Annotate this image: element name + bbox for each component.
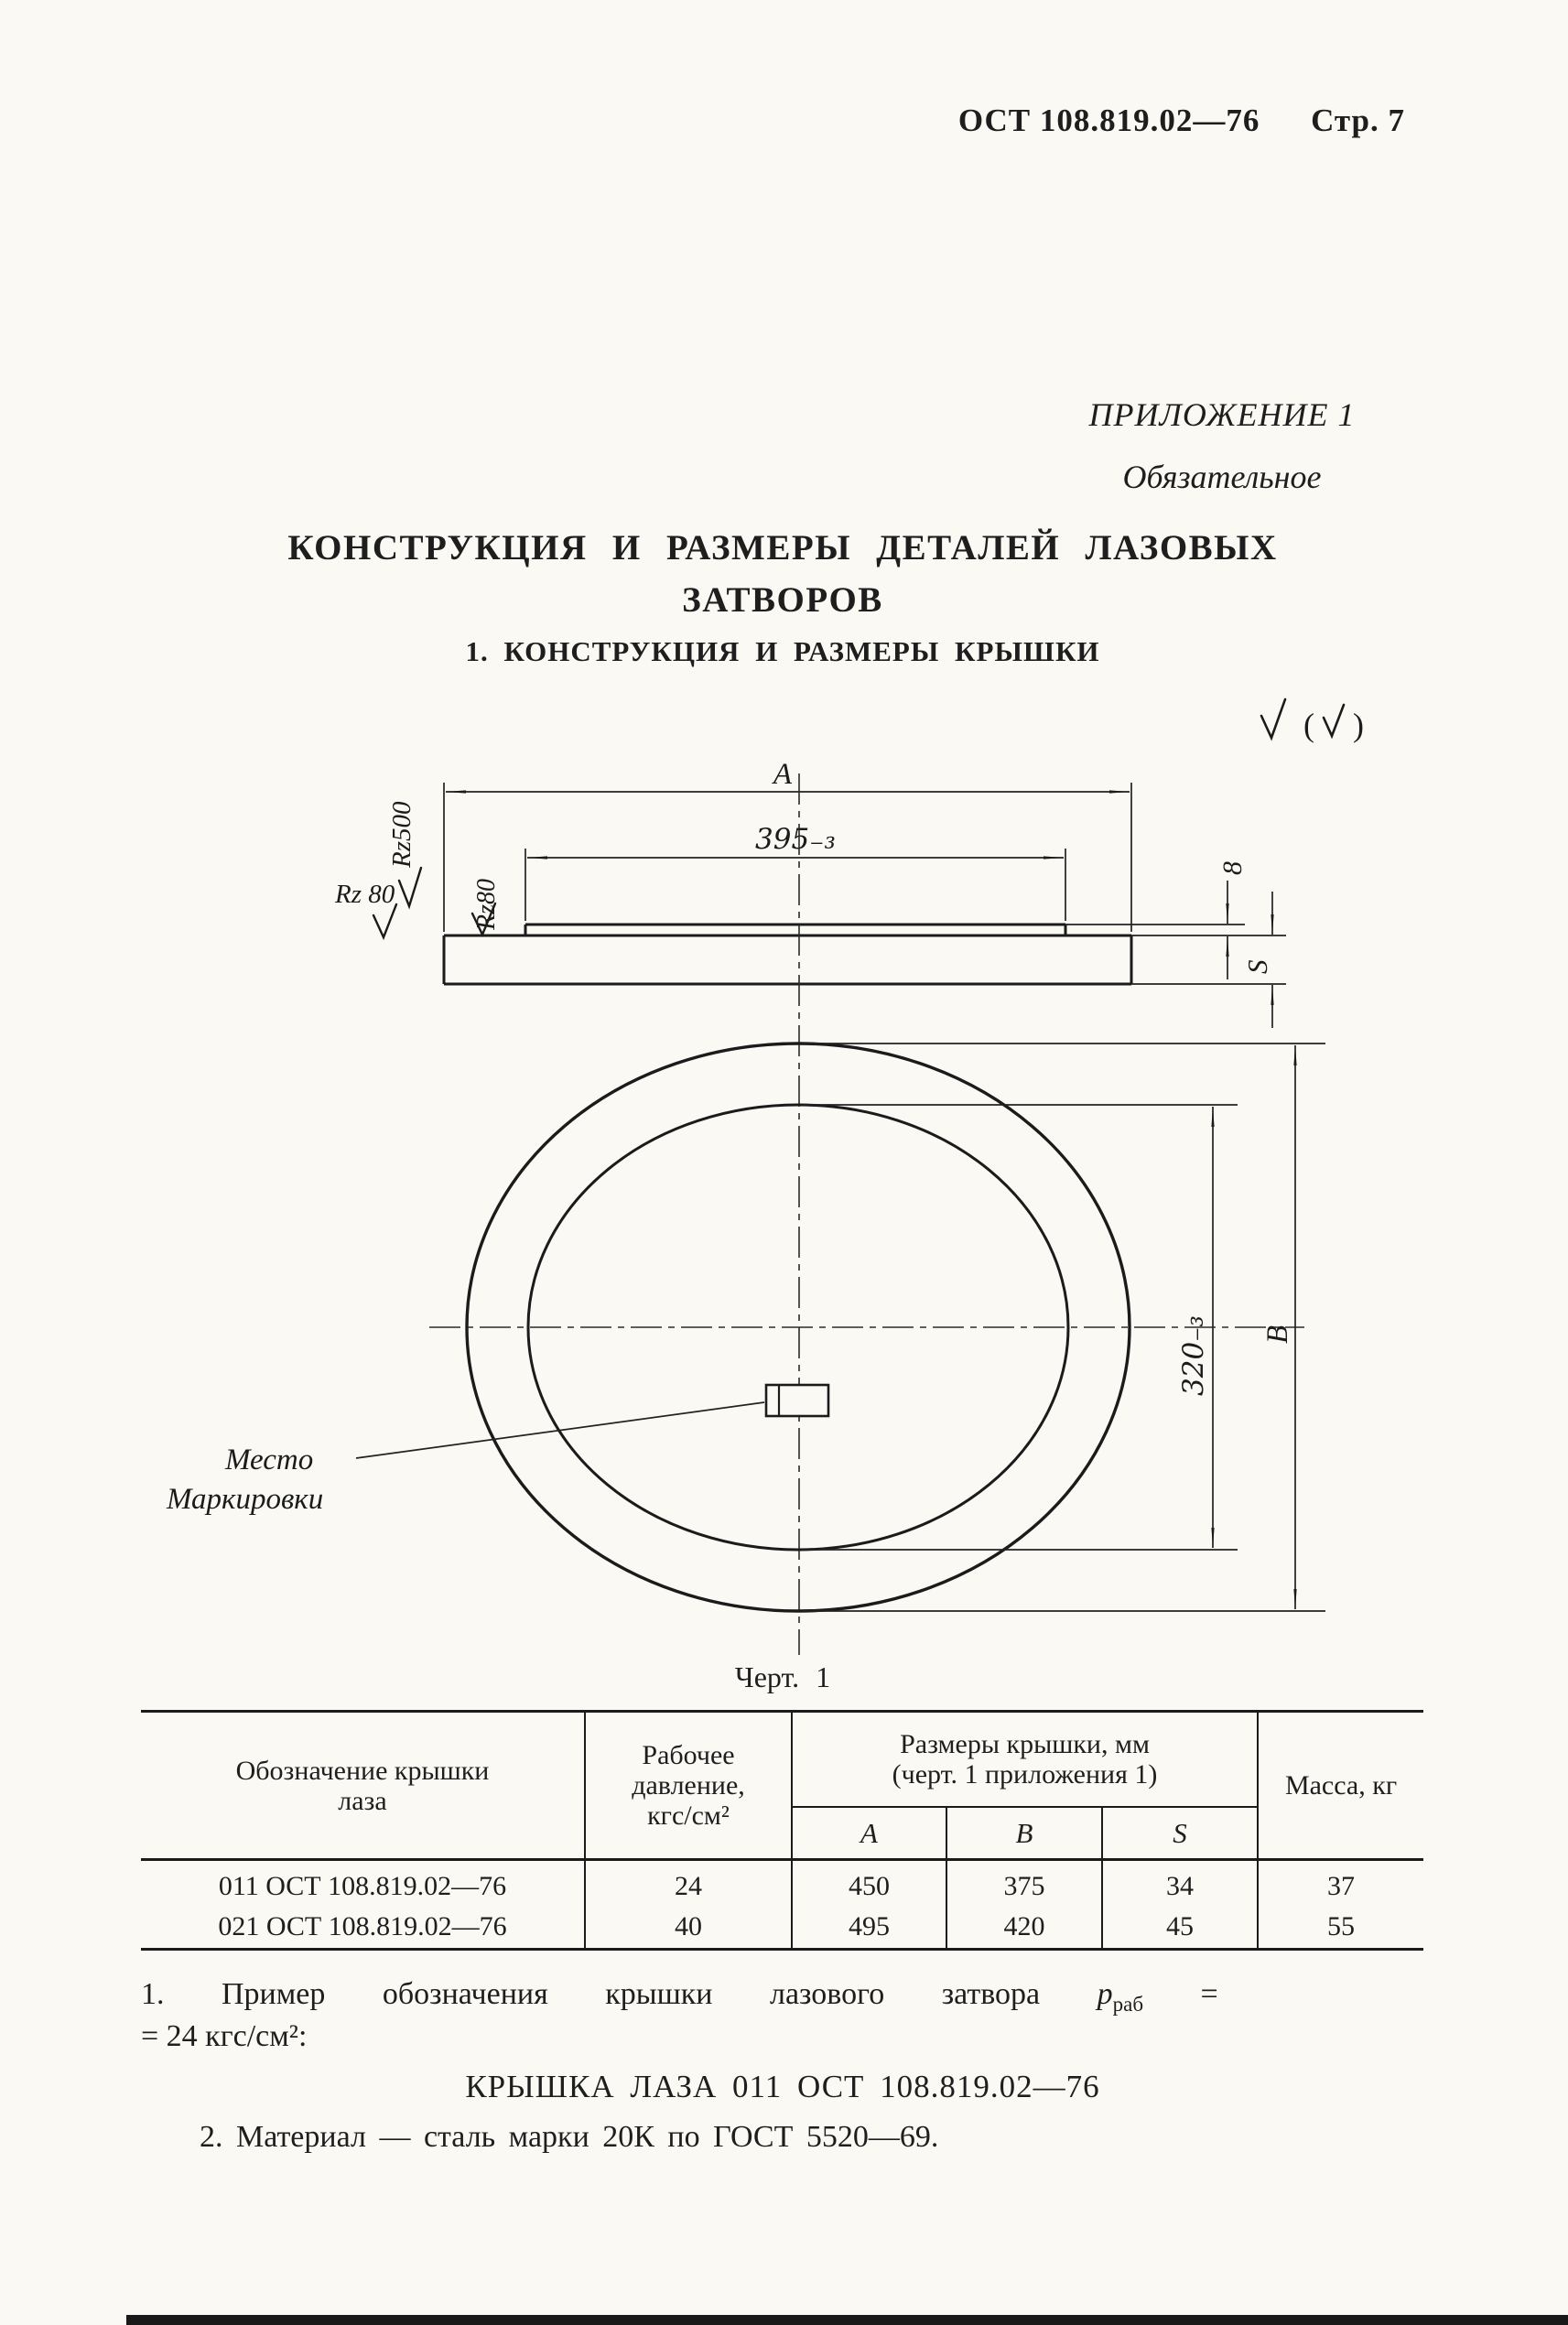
- appendix-label: ПРИЛОЖЕНИЕ 1: [1088, 396, 1356, 433]
- col-header-designation-line-1: Обозначение крышки: [235, 1755, 490, 1786]
- cell-dim-s: 45: [1102, 1905, 1258, 1950]
- rz80-left-label: Rz 80: [335, 880, 395, 909]
- section-title: 1. КОНСТРУКЦИЯ И РАЗМЕРЫ КРЫШКИ: [465, 635, 1100, 667]
- cell-dim-a: 495: [792, 1905, 946, 1950]
- table-row: [141, 1860, 1423, 1905]
- cell-dim-a: 450: [792, 1860, 946, 1905]
- dim-s-label: S: [1241, 959, 1273, 974]
- roughness-labels: [334, 801, 501, 937]
- cell-pressure: 40: [585, 1905, 792, 1950]
- doc-number: ОСТ 108.819.02—76: [957, 103, 1260, 138]
- marking-leader-line: [356, 1402, 764, 1458]
- dim-a-label: А: [773, 758, 793, 791]
- col-header-pressure: [585, 1712, 792, 1860]
- document-header: [958, 103, 1405, 139]
- appendix-kind: Обязательное: [1122, 459, 1322, 495]
- col-header-mass: Масса, кг: [1284, 1770, 1398, 1801]
- technical-drawing: [0, 696, 1568, 1721]
- dim-395-label: 395₋₃: [755, 823, 836, 856]
- note-1-line-2: = 24 кгс/см²:: [141, 2019, 308, 2053]
- dim-320-label: 320₋₃: [1177, 1315, 1210, 1396]
- cell-designation: 011 ОСТ 108.819.02—76: [141, 1860, 585, 1905]
- dim-b-label: В: [1261, 1325, 1294, 1344]
- col-header-pressure-line-3: кгс/см²: [647, 1801, 730, 1831]
- paren-close: ): [1353, 707, 1364, 743]
- cell-pressure: 24: [585, 1860, 792, 1905]
- figure-caption: Черт. 1: [734, 1660, 831, 1693]
- col-header-dimensions-line-2: (черт. 1 приложения 1): [892, 1758, 1158, 1790]
- cell-designation: 021 ОСТ 108.819.02—76: [141, 1905, 585, 1950]
- marking-label-line-2: Маркировки: [167, 1483, 324, 1516]
- scan-edge-artifact: [126, 2315, 1568, 2325]
- dimension-S: [1131, 892, 1286, 1028]
- paren-open: (: [1303, 707, 1314, 743]
- dimension-395: [525, 823, 1065, 921]
- marking-area: [766, 1385, 828, 1416]
- page-title: [128, 522, 1437, 626]
- col-header-designation-line-2: лаза: [338, 1785, 387, 1816]
- note-1-equals: =: [1200, 1977, 1218, 2011]
- note-1-text: 1. Пример обозначения крышки лазового затвора: [141, 1977, 1041, 2011]
- cell-mass: 37: [1258, 1860, 1423, 1905]
- subcol-header-s: S: [1102, 1807, 1258, 1860]
- check-icon: [373, 904, 396, 937]
- rz500-label: Rz500: [387, 801, 416, 868]
- note-1-symbol: $р_{раб}$: [1097, 1977, 1144, 2016]
- marking-label: [166, 1444, 323, 1516]
- subcol-header-b: В: [946, 1807, 1102, 1860]
- col-header-pressure-line-2: давление,: [632, 1770, 745, 1801]
- note-2: 2. Материал — сталь марки 20К по ГОСТ 5520—69.: [200, 2120, 939, 2154]
- surface-finish-marks: [1261, 699, 1364, 743]
- col-header-designation: [141, 1712, 585, 1860]
- cell-dim-s: 34: [1102, 1860, 1258, 1905]
- check-icon: [399, 868, 421, 906]
- col-header-dimensions-line-1: Размеры крышки, мм: [900, 1728, 1150, 1759]
- section-view: [444, 925, 1131, 984]
- dim-8-label: 8: [1217, 861, 1248, 875]
- cell-dim-b: 420: [946, 1905, 1102, 1950]
- check-icon: [1324, 705, 1344, 736]
- cell-dim-b: 375: [946, 1860, 1102, 1905]
- page-number: Стр. 7: [1311, 103, 1405, 138]
- col-header-dimensions: [792, 1712, 1258, 1807]
- note-1-line-1: [141, 1977, 1432, 2017]
- subcol-header-a: А: [792, 1807, 946, 1860]
- marking-label-line-1: Место: [225, 1444, 314, 1476]
- col-header-pressure-line-1: Рабочее: [642, 1740, 735, 1770]
- rz80-top-label: Rz80: [472, 879, 501, 930]
- page-title-line-2: ЗАТВОРОВ: [682, 580, 883, 620]
- cell-mass: 55: [1327, 1910, 1356, 1941]
- cover-spec-table: [141, 1710, 1423, 1951]
- table-row: [141, 1905, 1423, 1950]
- designation-example: КРЫШКА ЛАЗА 011 ОСТ 108.819.02—76: [465, 2069, 1100, 2104]
- page-title-line-1: КОНСТРУКЦИЯ И РАЗМЕРЫ ДЕТАЛЕЙ ЛАЗОВЫХ: [287, 528, 1278, 568]
- check-icon: [1261, 699, 1285, 738]
